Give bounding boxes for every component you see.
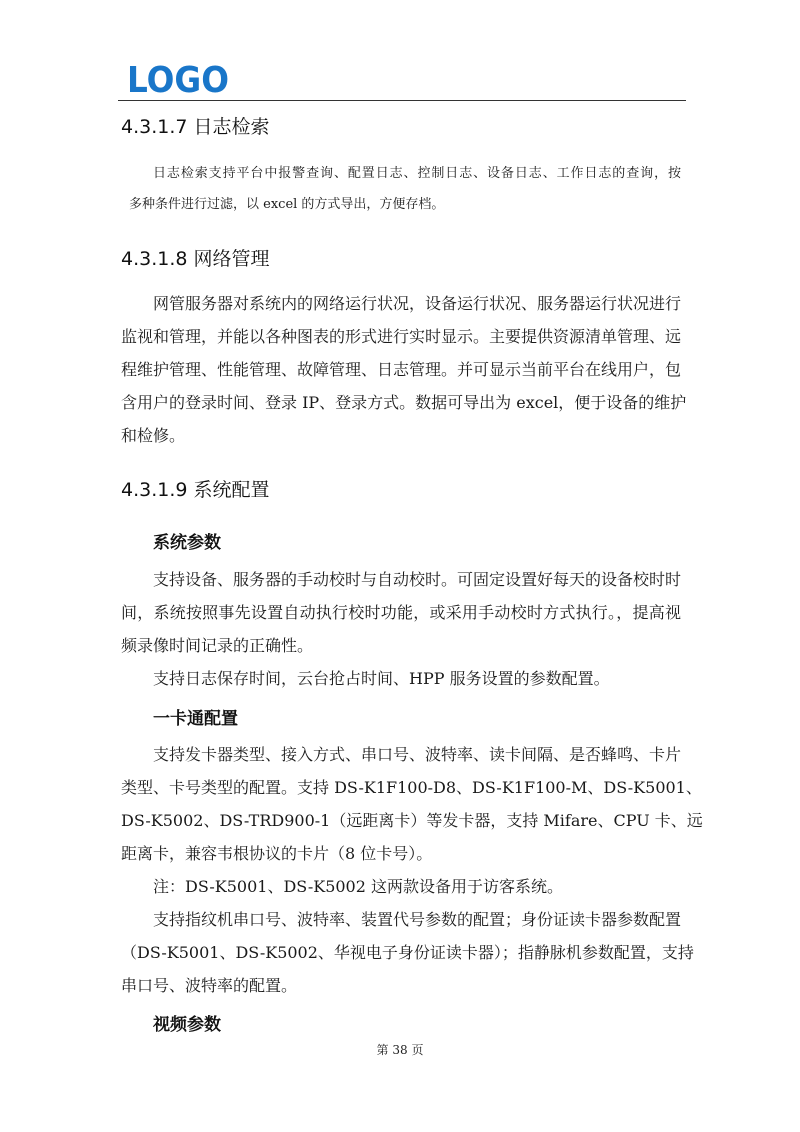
text-line: 支持指纹机串口号、波特率、装置代号参数的配置；身份证读卡器参数配置	[153, 910, 682, 929]
text-line: 距离卡，兼容韦根协议的卡片（8 位卡号）。	[121, 844, 433, 863]
text-line: 日志检索支持平台中报警查询、配置日志、控制日志、设备日志、工作日志的查询，按	[153, 166, 681, 181]
text-line: 多种条件进行过滤，以 excel 的方式导出，方便存档。	[129, 197, 445, 212]
text-line: （DS-K5001、DS-K5002、华视电子身份证读卡器）；指静脉机参数配置，支持	[121, 943, 694, 962]
text-line: 间，系统按照事先设置自动执行校时功能，或采用手动校时方式执行。，提高视	[121, 603, 681, 622]
text-line: 支持发卡器类型、接入方式、串口号、波特率、读卡间隔、是否蜂鸣、卡片	[153, 745, 682, 764]
subheading-video-params: 视频参数	[153, 1015, 221, 1035]
text-line: 串口号、波特率的配置。	[121, 976, 298, 995]
text-line: 支持设备、服务器的手动校时与自动校时。可固定设置好每天的设备校时时	[153, 570, 682, 589]
logo	[127, 60, 231, 100]
text-line: 频录像时间记录的正确性。	[121, 636, 314, 655]
subheading-card-config: 一卡通配置	[153, 709, 238, 729]
text-line: 类型、卡号类型的配置。支持 DS-K1F100-D8、DS-K1F100-M、DS-K5001、	[121, 778, 702, 797]
card-config-paragraph	[121, 738, 703, 1002]
network-management-paragraph	[121, 287, 687, 452]
section-heading-network-management: 4.3.1.8 网络管理	[121, 248, 270, 270]
text-line: 监视和管理，并能以各种图表的形式进行实时显示。主要提供资源清单管理、远	[121, 327, 682, 346]
subheading-system-params: 系统参数	[153, 533, 221, 553]
header-divider	[118, 100, 686, 101]
logo-text: LOGO	[127, 60, 229, 100]
text-line: 程维护管理、性能管理、故障管理、日志管理。并可显示当前平台在线用户，包	[121, 360, 682, 379]
page-number: 第 38 页	[376, 1043, 424, 1057]
text-line: 和检修。	[121, 426, 186, 445]
text-line: 网管服务器对系统内的网络运行状况，设备运行状况、服务器运行状况进行	[153, 294, 682, 313]
note-line: 注：DS-K5001、DS-K5002 这两款设备用于访客系统。	[153, 877, 563, 896]
log-search-paragraph	[121, 158, 681, 220]
system-params-paragraph	[121, 563, 681, 695]
section-heading-system-config: 4.3.1.9 系统配置	[121, 479, 270, 501]
text-line: 支持日志保存时间，云台抢占时间、HPP 服务设置的参数配置。	[153, 669, 610, 688]
text-line: DS-K5002、DS-TRD900-1（远距离卡）等发卡器，支持 Mifare、CPU 卡、远	[121, 811, 703, 830]
section-heading-log-search: 4.3.1.7 日志检索	[121, 116, 270, 138]
text-line: 含用户的登录时间、登录 IP、登录方式。数据可导出为 excel，便于设备的维护	[121, 393, 687, 412]
